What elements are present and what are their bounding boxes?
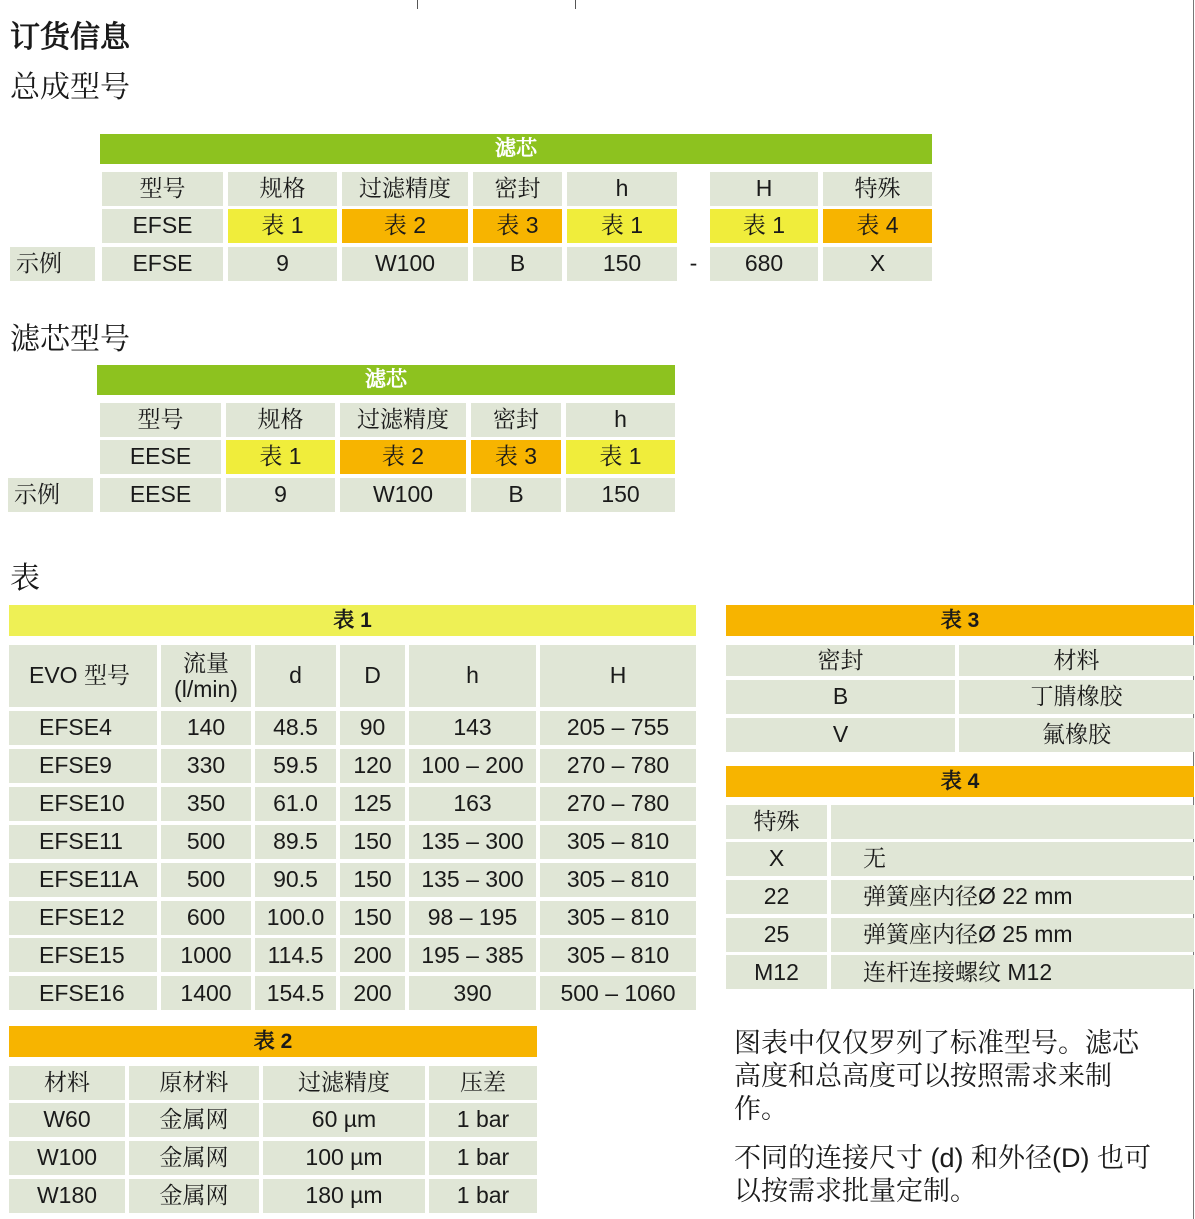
assembly-example-model: EFSE xyxy=(102,247,223,281)
assembly-code-H: 表 1 xyxy=(710,209,818,243)
table4-cell-desc: 无 xyxy=(831,842,1194,876)
assembly-header-seal: 密封 xyxy=(473,172,562,206)
table1-cell-d: 154.5 xyxy=(255,976,336,1010)
table1-header-H: H xyxy=(540,645,696,707)
table1-cell-flow: 350 xyxy=(161,787,251,821)
element-example-h: 150 xyxy=(566,478,675,512)
table2-cell-material: W180 xyxy=(9,1179,125,1213)
table1-cell-H: 305 – 810 xyxy=(540,825,696,859)
table1-cell-D: 150 xyxy=(340,863,405,897)
table2-cell-raw: 金属网 xyxy=(129,1103,259,1137)
table1-cell-H: 270 – 780 xyxy=(540,787,696,821)
element-code-precision: 表 2 xyxy=(340,440,466,474)
table1-cell-D: 150 xyxy=(340,901,405,935)
element-header-model: 型号 xyxy=(100,403,221,437)
top-tick-left xyxy=(417,0,418,9)
note-custom-dimensions: 不同的连接尺寸 (d) 和外径(D) 也可以按需求批量定制。 xyxy=(734,1143,1151,1206)
assembly-code-h: 表 1 xyxy=(567,209,677,243)
table1-cell-H: 270 – 780 xyxy=(540,749,696,783)
table1-cell-flow: 1000 xyxy=(161,938,251,972)
table1-cell-h: 135 – 300 xyxy=(409,863,536,897)
table1-cell-model: EFSE4 xyxy=(9,711,157,745)
table2-header-pressure: 压差 xyxy=(429,1066,537,1100)
table1-cell-model: EFSE12 xyxy=(9,901,157,935)
table1-cell-model: EFSE9 xyxy=(9,749,157,783)
assembly-header-h: h xyxy=(567,172,677,206)
table1-cell-h: 98 – 195 xyxy=(409,901,536,935)
element-header-size: 规格 xyxy=(226,403,335,437)
table1-cell-model: EFSE16 xyxy=(9,976,157,1010)
table3-cell-material: 氟橡胶 xyxy=(959,718,1194,752)
table2-cell-precision: 60 µm xyxy=(263,1103,425,1137)
table2-cell-raw: 金属网 xyxy=(129,1179,259,1213)
table1-cell-h: 195 – 385 xyxy=(409,938,536,972)
assembly-header-special: 特殊 xyxy=(823,172,932,206)
table1-cell-D: 125 xyxy=(340,787,405,821)
assembly-example-label: 示例 xyxy=(10,247,95,281)
element-banner: 滤芯 xyxy=(97,365,675,395)
table1-cell-h: 163 xyxy=(409,787,536,821)
table2-cell-pressure: 1 bar xyxy=(429,1179,537,1213)
section-tables-heading: 表 xyxy=(10,562,40,595)
table1-cell-d: 90.5 xyxy=(255,863,336,897)
element-header-h: h xyxy=(566,403,675,437)
table2-cell-pressure: 1 bar xyxy=(429,1141,537,1175)
table1-header-h: h xyxy=(409,645,536,707)
table1-cell-H: 305 – 810 xyxy=(540,938,696,972)
table3-header-seal: 密封 xyxy=(726,645,955,676)
table2-header-precision: 过滤精度 xyxy=(263,1066,425,1100)
table1-cell-flow: 500 xyxy=(161,863,251,897)
table3-cell-seal: V xyxy=(726,718,955,752)
table4-header-special: 特殊 xyxy=(726,805,827,839)
table2-title: 表 2 xyxy=(9,1026,537,1057)
table1-cell-H: 305 – 810 xyxy=(540,863,696,897)
table2-cell-raw: 金属网 xyxy=(129,1141,259,1175)
table1-cell-flow: 600 xyxy=(161,901,251,935)
assembly-header-size: 规格 xyxy=(228,172,337,206)
table1-cell-H: 500 – 1060 xyxy=(540,976,696,1010)
assembly-code-special: 表 4 xyxy=(823,209,932,243)
table1-cell-d: 89.5 xyxy=(255,825,336,859)
table1-header-flow xyxy=(161,645,251,707)
table4-cell-desc: 弹簧座内径Ø 25 mm xyxy=(831,918,1194,952)
page-title: 订货信息 xyxy=(10,21,130,54)
table1-cell-d: 59.5 xyxy=(255,749,336,783)
table1-cell-flow: 330 xyxy=(161,749,251,783)
table1-cell-model: EFSE15 xyxy=(9,938,157,972)
table1-header-D: D xyxy=(340,645,405,707)
element-code-h: 表 1 xyxy=(566,440,675,474)
table1-cell-h: 390 xyxy=(409,976,536,1010)
assembly-code-size: 表 1 xyxy=(228,209,337,243)
assembly-banner: 滤芯 xyxy=(100,134,932,164)
table2-cell-precision: 180 µm xyxy=(263,1179,425,1213)
assembly-example-H: 680 xyxy=(710,247,818,281)
assembly-example-special: X xyxy=(823,247,932,281)
table4-cell-special: 22 xyxy=(726,880,827,914)
table2-cell-pressure: 1 bar xyxy=(429,1103,537,1137)
assembly-code-seal: 表 3 xyxy=(473,209,562,243)
table2-cell-material: W100 xyxy=(9,1141,125,1175)
assembly-example-dash: - xyxy=(689,250,698,277)
table2-cell-precision: 100 µm xyxy=(263,1141,425,1175)
assembly-example-precision: W100 xyxy=(342,247,468,281)
table1-cell-h: 100 – 200 xyxy=(409,749,536,783)
element-code-model: EESE xyxy=(100,440,221,474)
assembly-example-seal: B xyxy=(473,247,562,281)
note-standard-models: 图表中仅仅罗列了标准型号。滤芯高度和总高度可以按照需求来制作。 xyxy=(734,1028,1139,1124)
table4-cell-special: 25 xyxy=(726,918,827,952)
table3-cell-seal: B xyxy=(726,680,955,714)
section-assembly-heading: 总成型号 xyxy=(10,71,130,104)
element-example-seal: B xyxy=(471,478,561,512)
table4-cell-desc: 连杆连接螺纹 M12 xyxy=(831,955,1194,989)
section-element-heading: 滤芯型号 xyxy=(10,323,130,356)
table3-cell-material: 丁腈橡胶 xyxy=(959,680,1194,714)
element-example-label: 示例 xyxy=(8,478,93,512)
element-example-size: 9 xyxy=(226,478,335,512)
element-header-precision: 过滤精度 xyxy=(340,403,466,437)
table3-title: 表 3 xyxy=(726,605,1194,636)
table1-cell-D: 150 xyxy=(340,825,405,859)
table1-cell-model: EFSE11A xyxy=(9,863,157,897)
table1-cell-D: 120 xyxy=(340,749,405,783)
element-code-seal: 表 3 xyxy=(471,440,561,474)
table4-title: 表 4 xyxy=(726,766,1194,797)
assembly-code-precision: 表 2 xyxy=(342,209,468,243)
table4-cell-desc: 弹簧座内径Ø 22 mm xyxy=(831,880,1194,914)
table1-cell-h: 143 xyxy=(409,711,536,745)
assembly-code-model: EFSE xyxy=(102,209,223,243)
top-tick-right xyxy=(575,0,576,9)
assembly-header-precision: 过滤精度 xyxy=(342,172,468,206)
assembly-example-size: 9 xyxy=(228,247,337,281)
table1-cell-d: 48.5 xyxy=(255,711,336,745)
table1-cell-flow: 500 xyxy=(161,825,251,859)
table2-header-raw: 原材料 xyxy=(129,1066,259,1100)
table1-cell-H: 205 – 755 xyxy=(540,711,696,745)
element-example-model: EESE xyxy=(100,478,221,512)
assembly-header-H: H xyxy=(710,172,818,206)
table1-cell-d: 114.5 xyxy=(255,938,336,972)
table1-cell-h: 135 – 300 xyxy=(409,825,536,859)
table1-cell-d: 100.0 xyxy=(255,901,336,935)
table1-cell-model: EFSE10 xyxy=(9,787,157,821)
table1-header-model: EVO 型号 xyxy=(9,645,157,707)
table1-header-flow-label: 流量 (l/min) xyxy=(174,649,238,702)
table1-cell-D: 200 xyxy=(340,976,405,1010)
table1-cell-D: 200 xyxy=(340,938,405,972)
assembly-example-h: 150 xyxy=(567,247,677,281)
table1-cell-flow: 1400 xyxy=(161,976,251,1010)
table3-header-material: 材料 xyxy=(959,645,1194,676)
table2-header-material: 材料 xyxy=(9,1066,125,1100)
table1-cell-D: 90 xyxy=(340,711,405,745)
assembly-header-model: 型号 xyxy=(102,172,223,206)
table2-cell-material: W60 xyxy=(9,1103,125,1137)
table4-cell-special: M12 xyxy=(726,955,827,989)
element-example-precision: W100 xyxy=(340,478,466,512)
table1-cell-d: 61.0 xyxy=(255,787,336,821)
element-header-seal: 密封 xyxy=(471,403,561,437)
table4-header-desc xyxy=(831,805,1194,839)
table1-cell-flow: 140 xyxy=(161,711,251,745)
table4-cell-special: X xyxy=(726,842,827,876)
table1-cell-H: 305 – 810 xyxy=(540,901,696,935)
element-code-size: 表 1 xyxy=(226,440,335,474)
table1-header-d: d xyxy=(255,645,336,707)
table1-title: 表 1 xyxy=(9,605,696,636)
table1-cell-model: EFSE11 xyxy=(9,825,157,859)
